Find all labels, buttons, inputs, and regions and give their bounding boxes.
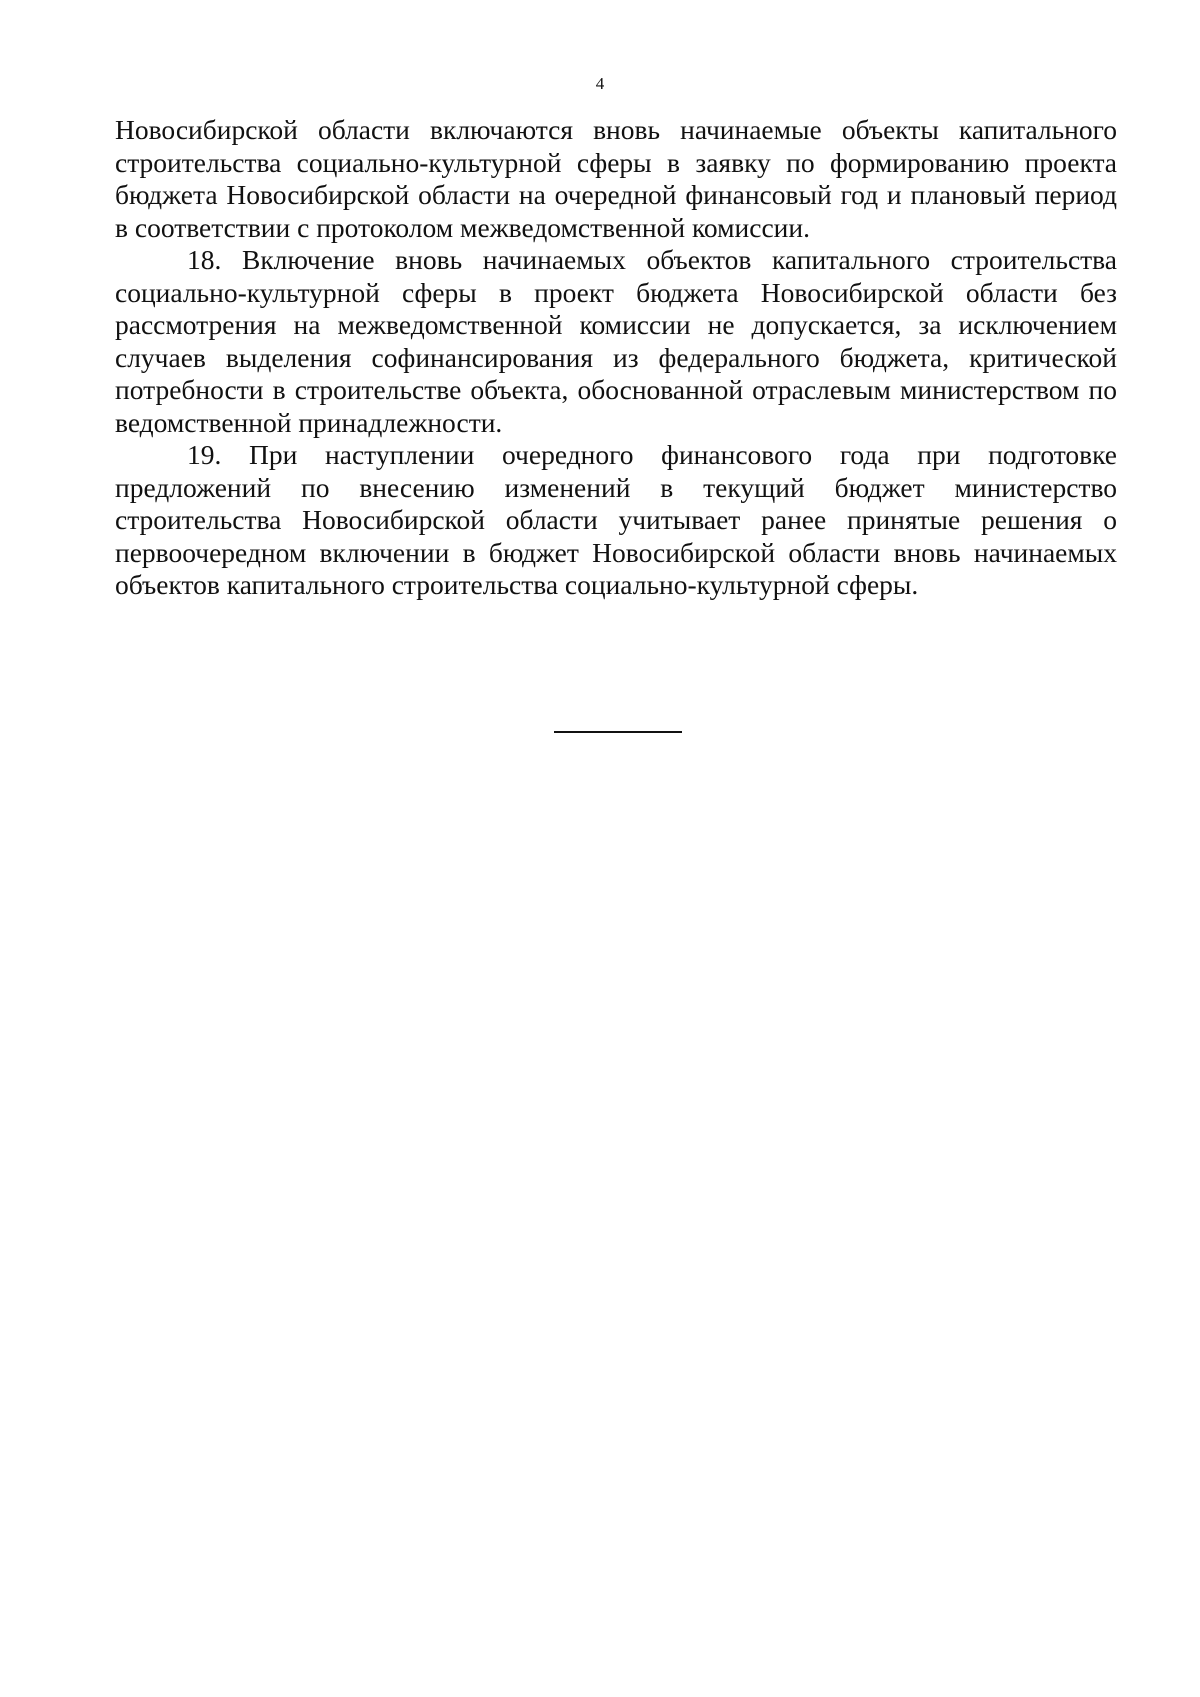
page-number: 4 (595, 74, 605, 93)
end-of-document-rule (554, 731, 682, 733)
paragraph-text: Включение вновь начинаемых объектов капитального строительства социально-культурной сферы в проект бюджета Новосибирской области без рассмотрения на межведомственной комиссии не допускается, за исключением случаев выделения софинансирования из федерального бюджета, критической потребности в строительстве объекта, обоснованной отраслевым министерством по ведомственной принадлежности. (115, 244, 1117, 438)
paragraph-text: Новосибирской области включаются вновь начинаемые объекты капитального строительства социально-культурной сферы в заявку по формированию проекта бюджета Новосибирской области на очередной финансовый год и плановый период в соответствии с протоколом межведомственной комиссии. (115, 114, 1117, 243)
paragraph-number: 19. (187, 439, 222, 470)
paragraph-item-18 (115, 244, 1117, 439)
document-body (115, 114, 1117, 602)
paragraph-continuation (115, 114, 1117, 244)
paragraph-text: При наступлении очередного финансового года при подготовке предложений по внесению изменений в текущий бюджет министерство строительства Новосибирской области учитывает ранее принятые решения о первоочередном включении в бюджет Новосибирской области вновь начинаемых объектов капитального строительства социально-культурной сферы. (115, 439, 1117, 600)
paragraph-number: 18. (187, 244, 222, 275)
paragraph-item-19 (115, 439, 1117, 602)
